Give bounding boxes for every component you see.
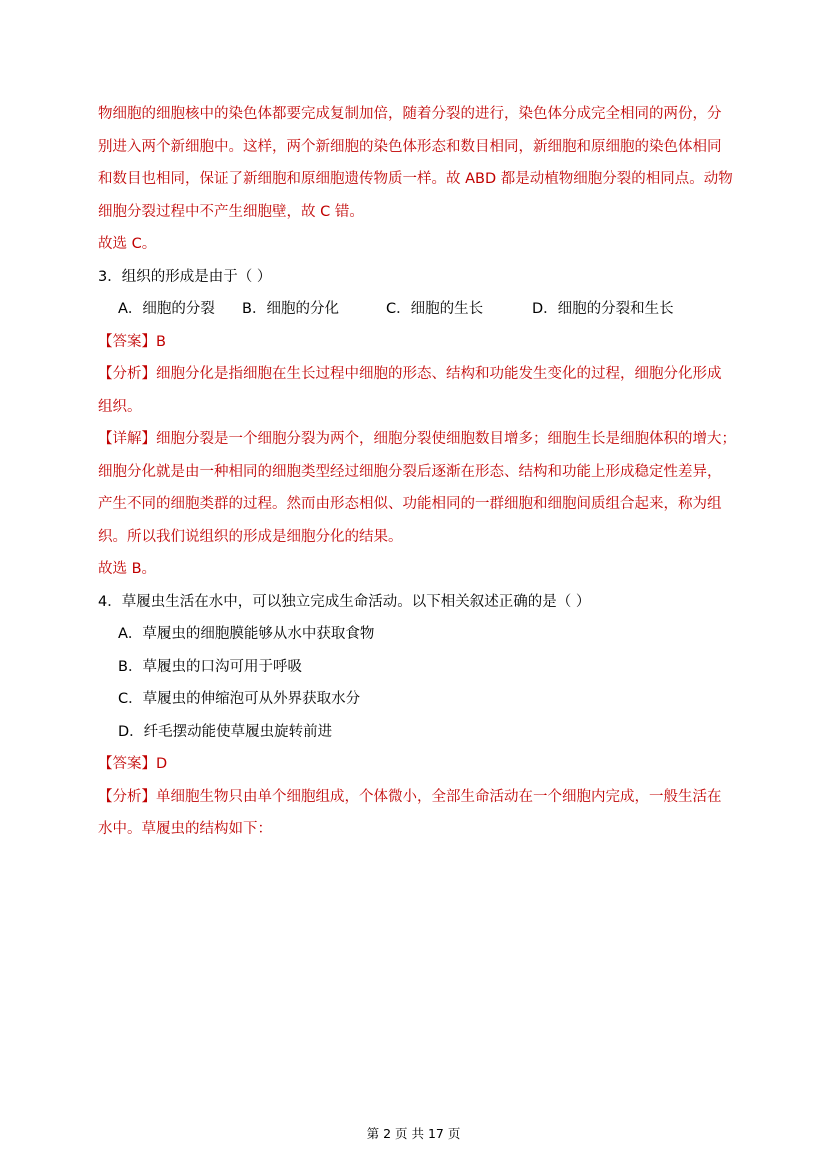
option-c: C．细胞的生长 (386, 301, 484, 317)
detail-text: 细胞分裂是一个细胞分裂为两个，细胞分裂使细胞数目增多；细胞生长是细胞体积的增大； (156, 431, 736, 447)
detail-tag: 【详解】 (98, 431, 156, 447)
option-a: A．细胞的分裂 (118, 301, 215, 317)
detail-line (98, 423, 738, 456)
question-3 (98, 261, 738, 586)
document-body (98, 98, 738, 846)
option-b: B．草履虫的口沟可用于呼吸 (118, 658, 302, 675)
analysis-text: 细胞分化是指细胞在生长过程中细胞的形态、结构和功能发生变化的过程，细胞分化形成 (156, 366, 722, 382)
option-a: A．草履虫的细胞膜能够从水中获取食物 (118, 626, 375, 642)
analysis-tag: 【分析】 (98, 788, 156, 805)
option-d: D．纤毛摆动能使草履虫旋转前进 (118, 723, 333, 740)
option-c: C．草履虫的伸缩泡可从外界获取水分 (118, 691, 361, 707)
explanation-line: 物细胞的细胞核中的染色体都要完成复制加倍，随着分裂的进行，染色体分成完全相同的两份，分 (98, 106, 722, 122)
answer-tag: 【答案】 (98, 756, 156, 772)
answer-value: D (156, 756, 168, 772)
explanation-line: 别进入两个新细胞中。这样，两个新细胞的染色体形态和数目相同，新细胞和原细胞的染色体相同 (98, 138, 722, 155)
question-4 (98, 586, 738, 846)
analysis-line (98, 358, 738, 391)
question-stem: 3．组织的形成是由于（ ） (98, 268, 272, 285)
option-b: B．细胞的分化 (242, 301, 339, 317)
answer-line (98, 748, 738, 781)
analysis-tag: 【分析】 (98, 366, 156, 382)
analysis-line: 水中。草履虫的结构如下： (98, 821, 272, 837)
conclusion-line: 故选 B。 (98, 561, 157, 577)
detail-line: 产生不同的细胞类群的过程。然而由形态相似、功能相同的一群细胞和细胞间质组合起来，称为组 (98, 496, 722, 512)
analysis-text: 单细胞生物只由单个细胞组成，个体微小，全部生命活动在一个细胞内完成，一般生活在 (156, 788, 722, 805)
explanation-line: 细胞分裂过程中不产生细胞壁，故 C 错。 (98, 203, 364, 220)
answer-value: B (156, 333, 166, 350)
analysis-line: 组织。 (98, 398, 142, 415)
q4-solution (98, 748, 738, 846)
prev-explanation (98, 98, 738, 261)
page-footer: 第 2 页 共 17 页 (366, 1126, 461, 1141)
detail-line: 织。所以我们说组织的形成是细胞分化的结果。 (98, 528, 403, 545)
options-row (98, 293, 738, 326)
explanation-conclusion: 故选 C。 (98, 236, 157, 252)
analysis-line (98, 781, 738, 814)
answer-line (98, 326, 738, 359)
explanation-line: 和数目也相同，保证了新细胞和原细胞遗传物质一样。故 ABD 都是动植物细胞分裂的相同点。动物 (98, 171, 733, 187)
question-stem: 4．草履虫生活在水中，可以独立完成生命活动。以下相关叙述正确的是（ ） (98, 593, 591, 610)
q3-solution (98, 326, 738, 586)
option-d: D．细胞的分裂和生长 (532, 301, 674, 317)
answer-tag: 【答案】 (98, 333, 156, 350)
detail-line: 细胞分化就是由一种相同的细胞类型经过细胞分裂后逐渐在形态、结构和功能上形成稳定性差异， (98, 463, 722, 480)
